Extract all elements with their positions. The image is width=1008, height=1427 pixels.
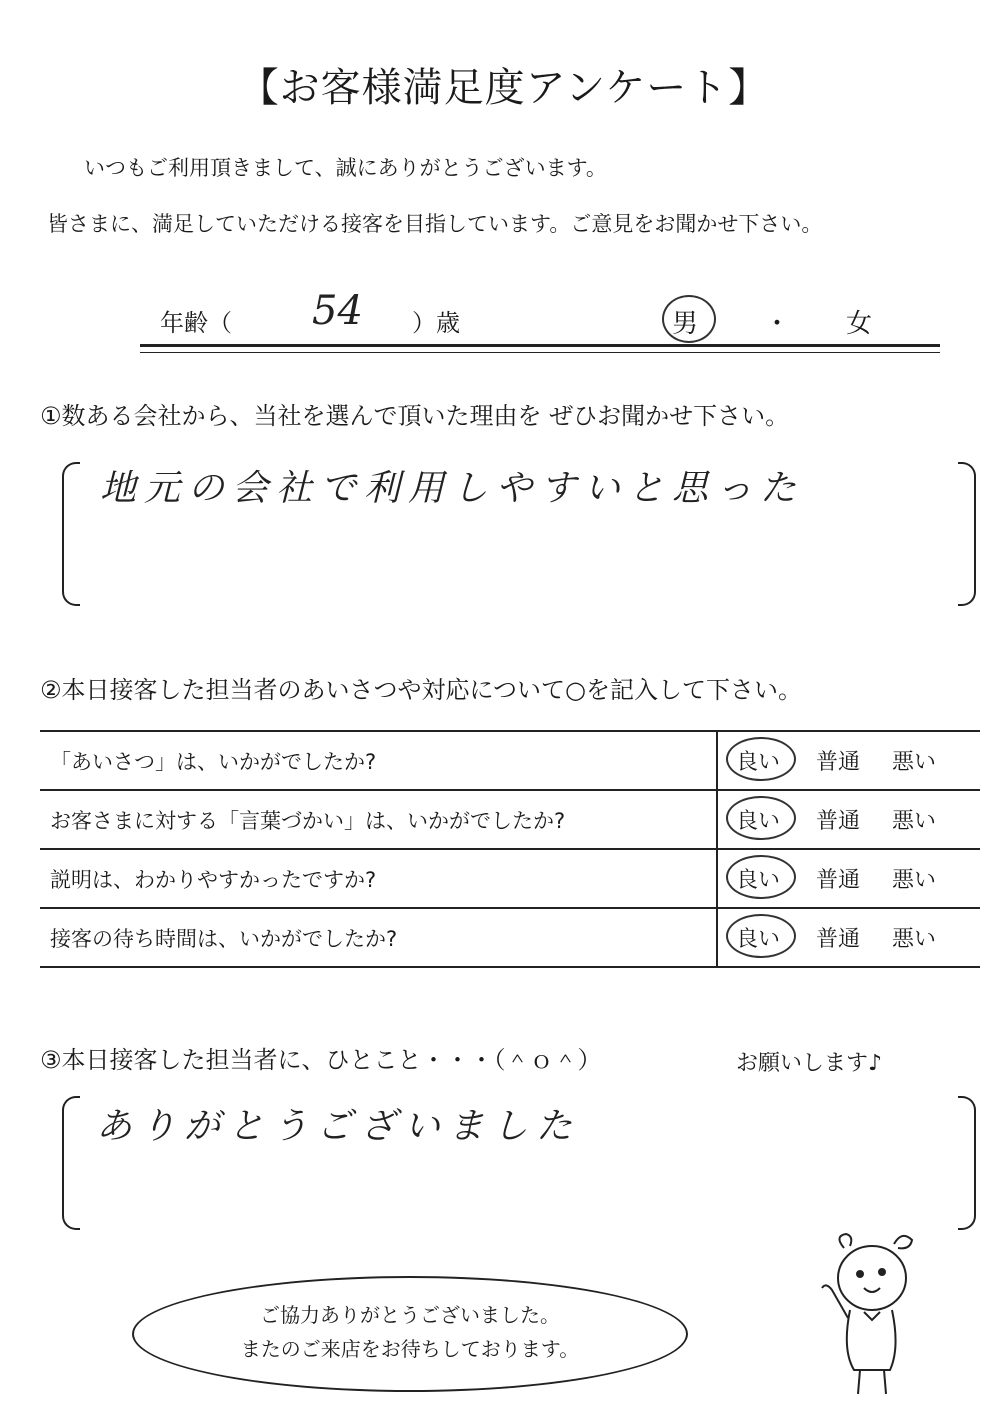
rating-option[interactable]: [892, 922, 936, 953]
closing-line-1: ご協力ありがとうございました。: [260, 1303, 560, 1327]
evaluation-table: [40, 730, 980, 968]
rating-option-label: 良い: [736, 809, 781, 834]
answer-box-right-bracket: [958, 462, 976, 606]
rating-option-label: 悪い: [892, 750, 937, 775]
answer-box-left-bracket: [62, 1096, 80, 1230]
selection-circle-icon: [662, 295, 716, 343]
rating-option[interactable]: [736, 863, 780, 894]
selection-circle-icon: [726, 855, 796, 899]
section-divider-thin: [140, 352, 940, 353]
table-row: [40, 731, 980, 790]
gender-male-label: 男: [672, 309, 699, 339]
rating-option[interactable]: [892, 863, 936, 894]
question-2: ②本日接客した担当者のあいさつや対応について○を記入して下さい。: [40, 676, 802, 704]
evaluation-options: [717, 731, 980, 790]
table-row: [40, 849, 980, 908]
answer-1-text[interactable]: 地元の会社で利用しやすいと思った: [100, 468, 805, 509]
evaluation-item: 接客の待ち時間は、いかがでしたか?: [40, 908, 717, 967]
age-field[interactable]: 54: [312, 288, 363, 334]
rating-option[interactable]: [736, 745, 780, 776]
age-label: 年齢（: [160, 309, 232, 337]
answer-3-text[interactable]: ありがとうございました: [96, 1106, 581, 1147]
closing-line-2: またのご来店をお待ちしております。: [240, 1337, 580, 1361]
rating-option-label: 良い: [736, 750, 781, 775]
rating-option-label: 良い: [736, 868, 781, 893]
evaluation-item: 「あいさつ」は、いかがでしたか?: [40, 731, 717, 790]
selection-circle-icon: [726, 796, 796, 840]
rating-option[interactable]: [892, 804, 936, 835]
rating-option[interactable]: [816, 922, 860, 953]
rating-option-label: 普通: [816, 868, 861, 893]
evaluation-item: お客さまに対する「言葉づかい」は、いかがでしたか?: [40, 790, 717, 849]
speech-bubble: [132, 1276, 688, 1392]
selection-circle-icon: [726, 737, 796, 781]
rating-option-label: 悪い: [892, 927, 937, 952]
rating-option[interactable]: [892, 745, 936, 776]
rating-option-label: 悪い: [892, 809, 937, 834]
survey-title: 【お客様満足度アンケート】: [238, 65, 770, 111]
gender-separator: ・: [764, 309, 791, 339]
rating-option[interactable]: [816, 745, 860, 776]
intro-line-2: 皆さまに、満足していただける接客を目指しています。ご意見をお聞かせ下さい。: [47, 212, 823, 236]
section-divider: [140, 344, 940, 347]
request-note: お願いします♪: [736, 1051, 883, 1076]
intro-line-1: いつもご利用頂きまして、誠にありがとうございます。: [84, 156, 607, 180]
age-unit-label: ）歳: [412, 309, 460, 337]
selection-circle-icon: [726, 914, 796, 958]
rating-option-label: 悪い: [892, 868, 937, 893]
rating-option-label: 良い: [736, 927, 781, 952]
mascot-character-icon: [814, 1228, 934, 1398]
answer-box-left-bracket: [62, 462, 80, 606]
gender-option-male[interactable]: [672, 303, 698, 340]
answer-box-right-bracket: [958, 1096, 976, 1230]
rating-option[interactable]: [816, 804, 860, 835]
gender-option-female[interactable]: 女: [846, 309, 873, 339]
rating-option[interactable]: [736, 804, 780, 835]
evaluation-options: [717, 849, 980, 908]
evaluation-options: [717, 908, 980, 967]
evaluation-options: [717, 790, 980, 849]
evaluation-item: 説明は、わかりやすかったですか?: [40, 849, 717, 908]
rating-option[interactable]: [736, 922, 780, 953]
question-3: ③本日接客した担当者に、ひとこと・・・（＾ｏ＾）: [40, 1046, 602, 1074]
rating-option-label: 普通: [816, 750, 861, 775]
rating-option-label: 普通: [816, 809, 861, 834]
rating-option[interactable]: [816, 863, 860, 894]
table-row: [40, 790, 980, 849]
table-row: [40, 908, 980, 967]
rating-option-label: 普通: [816, 927, 861, 952]
question-1: ①数ある会社から、当社を選んで頂いた理由を ぜひお聞かせ下さい。: [40, 402, 790, 430]
